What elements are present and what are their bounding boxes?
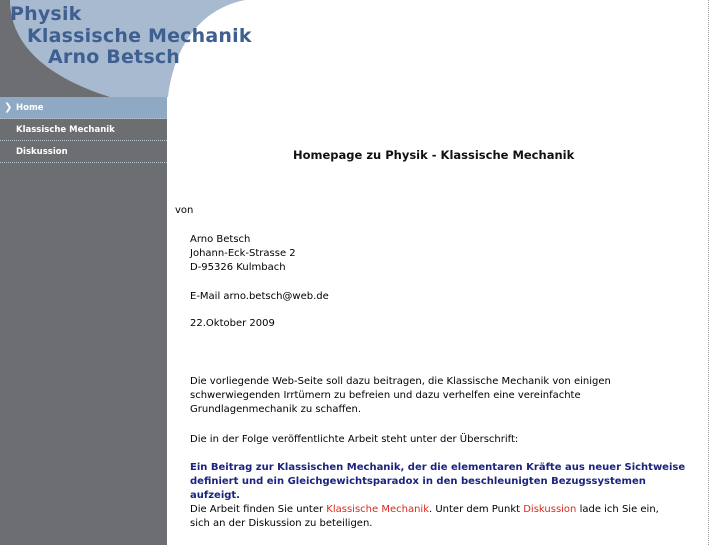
text-von: von [175,205,194,216]
header-logo-area [0,0,320,97]
links-text-before: Die Arbeit finden Sie unter [190,504,327,515]
content-right-divider [708,0,709,545]
nav-item-home[interactable] [0,97,167,119]
logo-line-author: Arno Betsch [48,46,181,68]
intro-paragraph: Die vorliegende Web-Seite soll dazu beitragen, die Klassische Mechanik von einigen schwerwiegenden Irrtümern zu befreien und dazu verhelfen eine vereinfachte Grundlagenmechanik zu schaffen. [190,376,611,415]
author-city: D-95326 Kulmbach [190,262,286,273]
page-title: Homepage zu Physik - Klassische Mechanik [293,148,575,162]
link-diskussion[interactable]: Diskussion [523,504,577,515]
nav-item-diskussion[interactable] [0,141,167,163]
nav-item-label: Home [16,103,44,113]
chevron-right-icon: ❯ [4,102,13,113]
links-text-after: lade ich Sie ein, sich an der Diskussion zu beteiligen. [190,504,659,529]
email-line: E-Mail arno.betsch@web.de [190,291,329,302]
logo-line-klassische-mechanik: Klassische Mechanik [27,25,252,47]
date-line: 22.Oktober 2009 [190,318,275,329]
nav-item-label: Klassische Mechanik [16,125,115,135]
author-street: Johann-Eck-Strasse 2 [190,248,296,259]
links-text-middle: . Unter dem Punkt [429,504,524,515]
nav-item-label: Diskussion [16,147,68,157]
nav-item-klassische-mechanik[interactable] [0,119,167,141]
address-block [190,233,680,275]
links-paragraph [190,503,680,531]
author-name: Arno Betsch [190,234,251,245]
link-klassische-mechanik[interactable]: Klassische Mechanik [326,504,429,515]
sidebar-nav [0,97,167,163]
heading-intro-paragraph: Die in der Folge veröffentlichte Arbeit steht unter der Überschrift: [190,434,519,445]
logo-line-physik: Physik [10,3,82,25]
paper-title-highlight: Ein Beitrag zur Klassischen Mechanik, der die elementaren Kräfte aus neuer Sichtweise definiert und ein Gleichgewichtsparadox in den beschleunigten Bezugssystemen aufzeigt. [190,462,686,501]
